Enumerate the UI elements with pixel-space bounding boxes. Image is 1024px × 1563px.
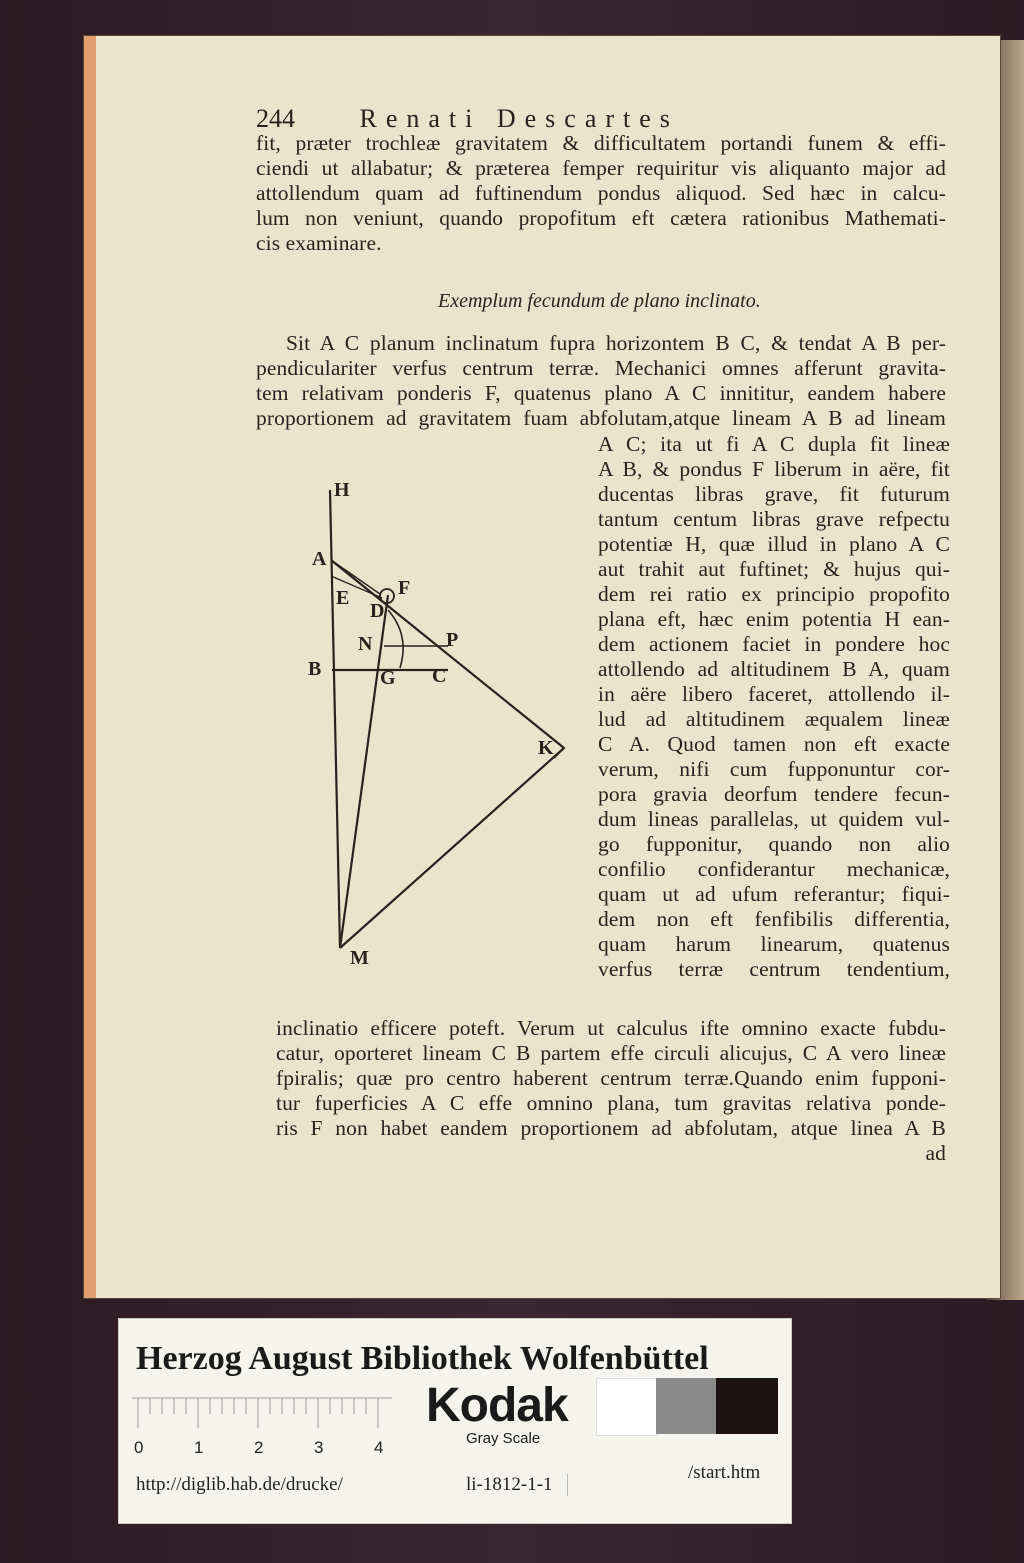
- text-line: proportionem ad gravitatem fuam abfolutam,atque lineam A B ad lineam: [256, 406, 946, 430]
- label-b: B: [308, 658, 322, 680]
- text-line: cis examinare.: [256, 231, 382, 255]
- inclined-plane-diagram: [300, 470, 590, 970]
- page-number: 244: [256, 104, 295, 133]
- label-g: G: [380, 667, 396, 689]
- scale-number: 4: [374, 1438, 384, 1457]
- section-title: Exemplum fecundum de plano inclinato.: [438, 290, 761, 312]
- bottom-paragraph: [276, 1016, 946, 1166]
- label-a: A: [312, 548, 327, 570]
- scale-number: 1: [194, 1438, 204, 1457]
- label-d: D: [370, 600, 385, 622]
- text-line: ris F non habet eandem proportionem ad abfolutam, atque linea A B: [276, 1116, 946, 1140]
- text-line: in aëre libero faceret, attollendo il-: [598, 682, 950, 706]
- scale-number: 0: [134, 1438, 144, 1457]
- text-line: dem non eft fenfibilis differentia,: [598, 907, 950, 931]
- text-line: quam ut ad ufum referantur; fiqui-: [598, 882, 950, 906]
- text-line: attollendum quam ad fuftinendum pondus aliquod. Sed hæc in calcu-: [256, 181, 946, 205]
- intro-paragraph: [256, 331, 946, 431]
- label-m: M: [350, 947, 369, 969]
- gray-swatch-mid: [656, 1378, 716, 1434]
- text-line: tantum centum libras grave refpectu: [598, 507, 950, 531]
- url-left: http://diglib.hab.de/drucke/: [136, 1474, 343, 1495]
- arc-dg: [388, 610, 403, 668]
- text-line: go fupponitur, quando non alio: [598, 832, 950, 856]
- label-f: F: [398, 577, 411, 599]
- text-line: verfus terræ centrum tendentium,: [598, 957, 950, 981]
- line-hm: [330, 490, 340, 948]
- text-line: tem relativam ponderis F, quatenus plano A C innititur, eandem habere: [256, 381, 946, 405]
- text-line: confilio confiderantur mechanicæ,: [598, 857, 950, 881]
- url-right: /start.htm: [688, 1462, 761, 1483]
- text-line: lum non veniunt, quando propofitum eft cætera rationibus Mathemati-: [256, 206, 946, 230]
- running-header: [256, 104, 679, 134]
- side-column-text: [598, 432, 950, 982]
- url-id: li-1812-1-1: [466, 1474, 568, 1496]
- text-line: potentiæ H, quæ illud in plano A C: [598, 532, 950, 556]
- text-line: fit, præter trochleæ gravitatem & difficultatem portandi funem & effi-: [256, 131, 946, 155]
- text-line: pora gravia deorfum tendere fecun-: [598, 782, 950, 806]
- text-line: ducentas libras grave, fit futurum: [598, 482, 950, 506]
- line-mk: [340, 748, 564, 948]
- text-line: A B, & pondus F liberum in aëre, fit: [598, 457, 950, 481]
- label-p: P: [446, 629, 459, 651]
- text-line: ciendi ut allabatur; & præterea femper requiritur vis aliquanto major ad: [256, 156, 946, 180]
- text-line: plana eft, hæc enim potentia H ean-: [598, 607, 950, 631]
- text-line: C A. Quod tamen non eft exacte: [598, 732, 950, 756]
- label-k: K: [538, 737, 554, 759]
- ruler-scale: [132, 1392, 392, 1430]
- text-line: quam harum linearum, quatenus: [598, 932, 950, 956]
- text-line: pendiculariter verfus centrum terræ. Mechanici omnes afferunt gravita-: [256, 356, 946, 380]
- text-line: catur, oporteret lineam C B partem effe circuli alicujus, C A vero lineæ: [276, 1041, 946, 1065]
- text-line: aut trahit aut fuftinet; & hujus qui-: [598, 557, 950, 581]
- label-n: N: [358, 633, 373, 655]
- kodak-logo: Kodak: [426, 1379, 568, 1432]
- catchword: ad: [925, 1141, 946, 1165]
- label-c: C: [432, 665, 447, 687]
- text-line: verum, nifi cum fupponuntur cor-: [598, 757, 950, 781]
- text-line: dem actionem faciet in pondere hoc: [598, 632, 950, 656]
- gray-swatch-black: [716, 1378, 778, 1434]
- text-line: inclinatio efficere poteft. Verum ut calculus ifte omnino exacte fubdu-: [276, 1016, 946, 1040]
- text-line: Sit A C planum inclinatum fupra horizontem B C, & tendat A B per-: [286, 331, 946, 355]
- scale-number: 3: [314, 1438, 324, 1457]
- top-paragraph: [256, 131, 946, 256]
- text-line: tur fuperficies A C effe omnino plana, tum gravitas relativa ponde-: [276, 1091, 946, 1115]
- label-e: E: [336, 587, 350, 609]
- text-line: attollendo ad altitudinem B A, quam: [598, 657, 950, 681]
- gray-swatch-white: [596, 1378, 658, 1436]
- gray-scale-label: Gray Scale: [466, 1430, 541, 1447]
- library-name: Herzog August Bibliothek Wolfenbüttel: [136, 1340, 709, 1377]
- text-line: A C; ita ut fi A C dupla fit lineæ: [598, 432, 950, 456]
- text-line: lud ad altitudinem æqualem lineæ: [598, 707, 950, 731]
- text-line: dem rei ratio ex principio propofito: [598, 582, 950, 606]
- text-line: fpiralis; quæ pro centro haberent centrum terræ.Quando enim fupponi-: [276, 1066, 946, 1090]
- label-h: H: [334, 479, 350, 501]
- running-head-title: Renati Descartes: [359, 104, 679, 133]
- text-line: dum lineas parallelas, ut quidem vul-: [598, 807, 950, 831]
- scale-number: 2: [254, 1438, 264, 1457]
